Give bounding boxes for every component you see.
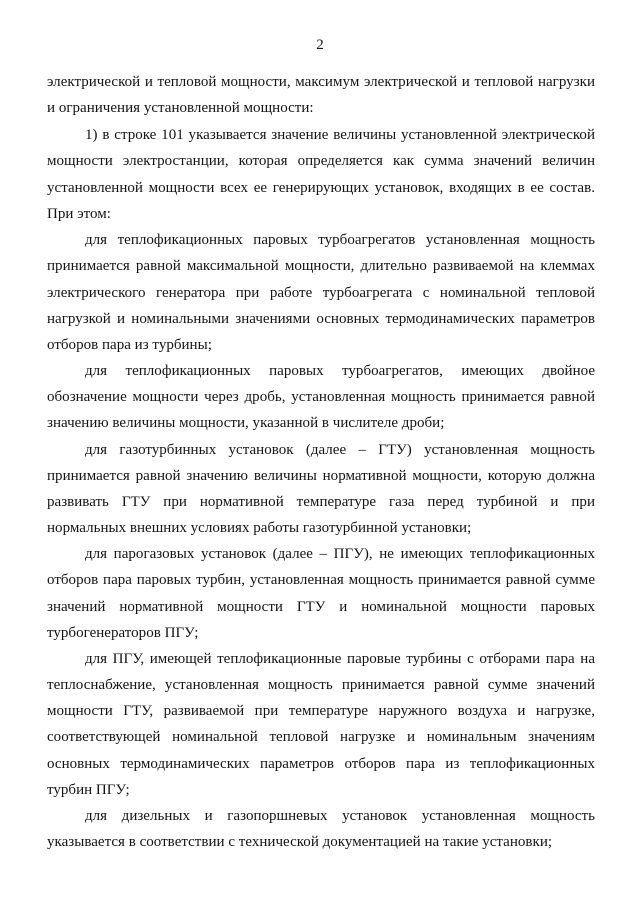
text-line: для газотурбинных установок (далее – ГТУ) установленная мощность — [85, 442, 595, 458]
text-line: развивать ГТУ при нормативной температуре газа перед турбиной и при — [47, 494, 595, 510]
text-line: и ограничения установленной мощности: — [47, 100, 314, 116]
text-line: основных термодинамических параметров отборов пара из теплофикационных — [47, 756, 595, 772]
text-line: электрического генератора при работе турбоагрегата с номинальной тепловой — [47, 285, 595, 301]
text-line: значению величины мощности, указанной в числителе дроби; — [47, 415, 445, 431]
text-line: теплоснабжение, установленная мощность принимается равной сумме значений — [47, 677, 595, 693]
text-line: для теплофикационных паровых турбоагрегатов установленная мощность — [85, 232, 595, 248]
text-line: установленной мощности всех ее генерирующих установок, входящих в ее состав. — [47, 180, 595, 196]
text-line: для парогазовых установок (далее – ПГУ), не имеющих теплофикационных — [85, 546, 595, 562]
text-line: мощности электростанции, которая определяется как сумма значений величин — [47, 153, 595, 169]
text-line: турбогенераторов ПГУ; — [47, 625, 199, 641]
text-line: отборов пара из турбины; — [47, 337, 212, 353]
text-line: нагрузкой и номинальными значениями основных термодинамических параметров — [47, 311, 595, 327]
text-line: отборов пара паровых турбин, установленная мощность принимается равной сумме — [47, 572, 595, 588]
text-line: для теплофикационных паровых турбоагрегатов, имеющих двойное — [85, 363, 595, 379]
text-line: указывается в соответствии с технической документацией на такие установки; — [47, 834, 553, 850]
text-line: принимается равной значению величины нормативной мощности, которую должна — [47, 468, 595, 484]
text-line: При этом: — [47, 206, 111, 222]
text-line: мощности ГТУ, развиваемой при температуре наружного воздуха и нагрузке, — [47, 703, 595, 719]
text-line: принимается равной максимальной мощности, длительно развиваемой на клеммах — [47, 258, 595, 274]
text-line: 1) в строке 101 указывается значение величины установленной электрической — [85, 127, 595, 143]
text-line: соответствующей номинальной тепловой нагрузке и номинальным значениям — [47, 729, 595, 745]
text-line: значений нормативной мощности ГТУ и номинальной мощности паровых — [47, 599, 595, 615]
text-line: турбин ПГУ; — [47, 782, 130, 798]
text-line: обозначение мощности через дробь, установленная мощность принимается равной — [47, 389, 595, 405]
text-line: для ПГУ, имеющей теплофикационные паровые турбины с отборами пара на — [85, 651, 595, 667]
text-line: электрической и тепловой мощности, максимум электрической и тепловой нагрузки — [47, 74, 595, 90]
page-number: 2 — [316, 37, 324, 53]
text-line: для дизельных и газопоршневых установок установленная мощность — [85, 808, 595, 824]
text-line: нормальных внешних условиях работы газотурбинной установки; — [47, 520, 472, 536]
